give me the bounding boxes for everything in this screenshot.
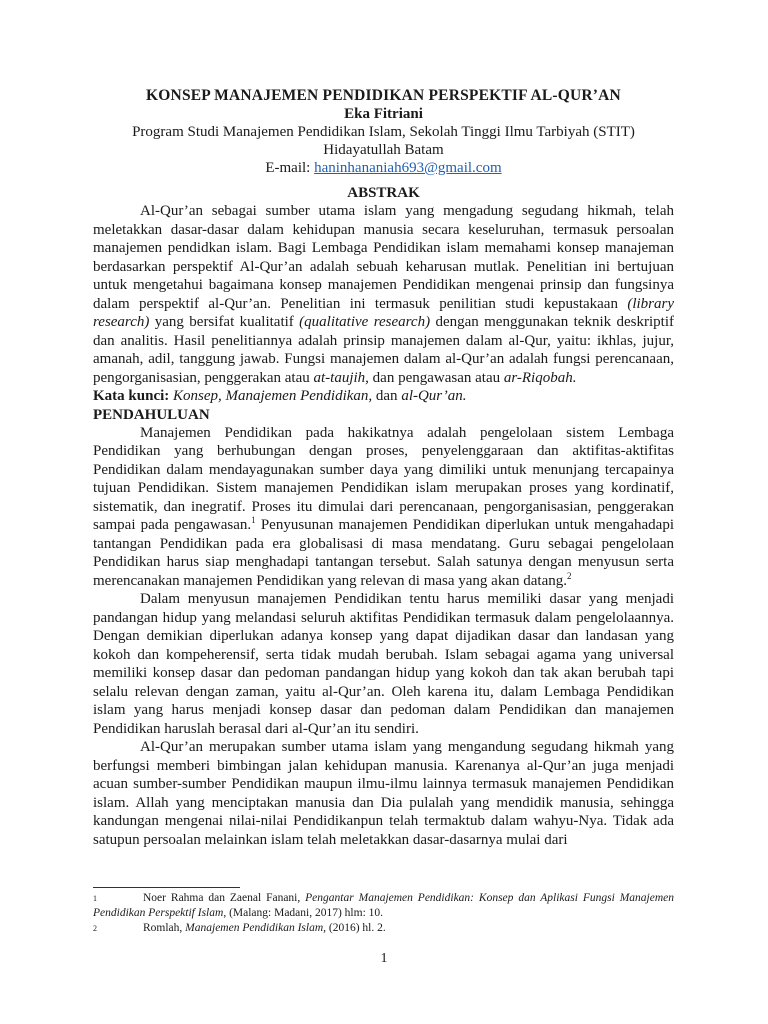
keywords-italic-2: al-Qur’an. — [401, 388, 467, 404]
abstract-text-2: yang bersifat kualitatif — [149, 314, 300, 330]
footnote-ref-2[interactable]: 2 — [566, 570, 572, 581]
footnote-2-text-a: Romlah, — [143, 922, 186, 934]
abstract-italic-4: ar-Riqobah. — [503, 369, 577, 386]
footnote-1-text-b: , (Malang: Madani, 2017) hlm: 10. — [223, 907, 384, 919]
intro-paragraph-3: Al-Qur’an merupakan sumber utama islam yang mengandung segudang hikmah yang berfungsi memberi bimbingan jalan kehidupan manusia. Karenanya al-Qur’an juga menjadi acuan sumber-sumber Pendidikan maupun ilmu-ilmu lainnya termasuk manajemen Pendidikan islam. Allah yang menciptakan manusia dan Dia pulalah yang mendidik manusia, sehingga kandungan mengenai nilai-nilai Pendidikanpun telah termaktub dalam wahyu-Nya. Tidak ada satupun persoalan melainkan islam telah meletakkan dasar-dasarnya mulai dari — [93, 739, 674, 848]
affiliation-line-2: Hidayatullah Batam — [323, 142, 444, 158]
keywords-italic-1: Konsep, Manajemen Pendidikan, — [169, 388, 373, 404]
abstract-heading: ABSTRAK — [347, 185, 420, 201]
footnote-1 — [93, 891, 674, 921]
footnote-1-italic: Pengantar Manajemen Pendidikan: Konsep dan Aplikasi Fungsi Manajemen Pendidikan Perspektif Islam — [93, 892, 674, 919]
paper-title: KONSEP MANAJEMEN PENDIDIKAN PERSPEKTIF AL-QUR’AN — [146, 87, 621, 104]
email-label: E-mail: — [265, 160, 315, 176]
affiliation-line-1: Program Studi Manajemen Pendidikan Islam, Sekolah Tinggi Ilmu Tarbiyah (STIT) — [132, 124, 635, 140]
abstract-paragraph — [93, 202, 674, 387]
abstract-text-4: dan pengawasan atau — [368, 369, 504, 386]
footnote-ref-1[interactable]: 1 — [251, 515, 256, 525]
footnote-separator — [93, 887, 240, 888]
section-heading-pendahuluan: PENDAHULUAN — [93, 406, 210, 423]
email-link[interactable]: haninhananiah693@gmail.com — [314, 160, 502, 176]
abstract-text-3: dengan menggunakan teknik deskriptif dan analitis. Hasil penelitiannya adalah prinsip manajemen dalam al-Qur, yaitu: ikhlas, jujur, amanah, adil, tanggung jawab. Fungsi manajemen dalam al-Qur’an adalah fungsi perencanaan, pengorganisasian, penggerakan atau — [93, 314, 674, 386]
footnotes — [93, 891, 674, 936]
page-number: 1 — [380, 951, 388, 966]
keywords-text: dan — [372, 388, 402, 404]
email-line — [93, 159, 674, 177]
footnote-2 — [93, 921, 674, 936]
abstract-italic-2: (qualitative research) — [299, 314, 431, 330]
paper-page — [93, 86, 674, 849]
footnote-2-italic: Manajemen Pendidikan Islam, — [185, 922, 327, 934]
footnote-2-number: 2 — [93, 924, 97, 933]
footnote-1-number: 1 — [93, 894, 97, 903]
abstract-italic-1: (library research) — [93, 295, 674, 330]
keywords-label: Kata kunci: — [93, 388, 170, 404]
footnote-2-text-b: (2016) hl. 2. — [326, 922, 386, 934]
intro-paragraph-2: Dalam menyusun manajemen Pendidikan tentu harus memiliki dasar yang menjadi pandangan hidup yang melandasi seluruh aktifitas Pendidikan termasuk dalam pengelolaannya. Dengan demikian diperlukan adanya konsep yang dapat dijadikan dasar dan landasan yang kokoh dan kompeherensif, serta tidak mudah berubah. Islam sebagai agama yang universal memiliki konsep dasar dan pedoman pandangan hidup yang kokoh dan tak akan berubah tapi selalu relevan dengan zaman, yaitu al-Qur’an. Oleh karena itu, dalam Lembaga Pendidikan islam yang harus menjadi konsep dasar dan pedoman dalam Pendidikan dan manajemen Pendidikan haruslah berasal dari al-Qur’an itu sendiri. — [93, 591, 674, 737]
author-name: Eka Fitriani — [344, 106, 423, 122]
footnote-1-text-a: Noer Rahma dan Zaenal Fanani, — [143, 892, 306, 904]
abstract-text-1: Al-Qur’an sebagai sumber utama islam yang mengadung segudang hikmah, telah meletakkan dasar-dasar dalam kehidupan manusia secara keseluruhan, termasuk persoalan manajemen pendidkan islam. Bagi Lembaga Pendidikan islam memahami konsep manajeman berdasarkan perspektif Al-Qur’an adalah sebuah keharusan mutlak. Penelitian ini bertujuan untuk mengetahui bagaimana konsep manajemen Pendidikan mengenai prinsip dan fungsinya dalam perspektif al-Qur’an. Penelitian ini termasuk penilitian studi kepustakaan — [93, 203, 674, 312]
intro-text-1b: Penyusunan manajemen Pendidikan diperlukan untuk mengahadapi tantangan Pendidikan pada era globalisasi di masa mendatang. Guru sebagai pengelolaan Pendidikan harus siap menghadapi tantangan tersebut. Salah satunya dengan menyusun serta merencanakan manajemen Pendidikan yang relevan di masa yang akan datang. — [93, 517, 674, 589]
intro-paragraph-1 — [93, 424, 674, 591]
keywords-line — [93, 387, 674, 406]
intro-text-1a: Manajemen Pendidikan pada hakikatnya adalah pengelolaan sistem Lembaga Pendidikan yang berhubungan dengan proses, penyelenggaraan dan aktifitas-aktifitas Pendidikan dalam mendayagunakan sumber daya yang dimiliki untuk menunjang tercapainya tujuan Pendidikan. Sistem manajemen Pendidikan islam merupakan proses yang kordinatif, sistematik, dan inegratif. Proses itu dimulai dari perencanaan, pengorganisasian, penggerakan sampai pada pengawasan. — [93, 424, 674, 533]
abstract-italic-3: at-taujih, — [313, 369, 369, 386]
